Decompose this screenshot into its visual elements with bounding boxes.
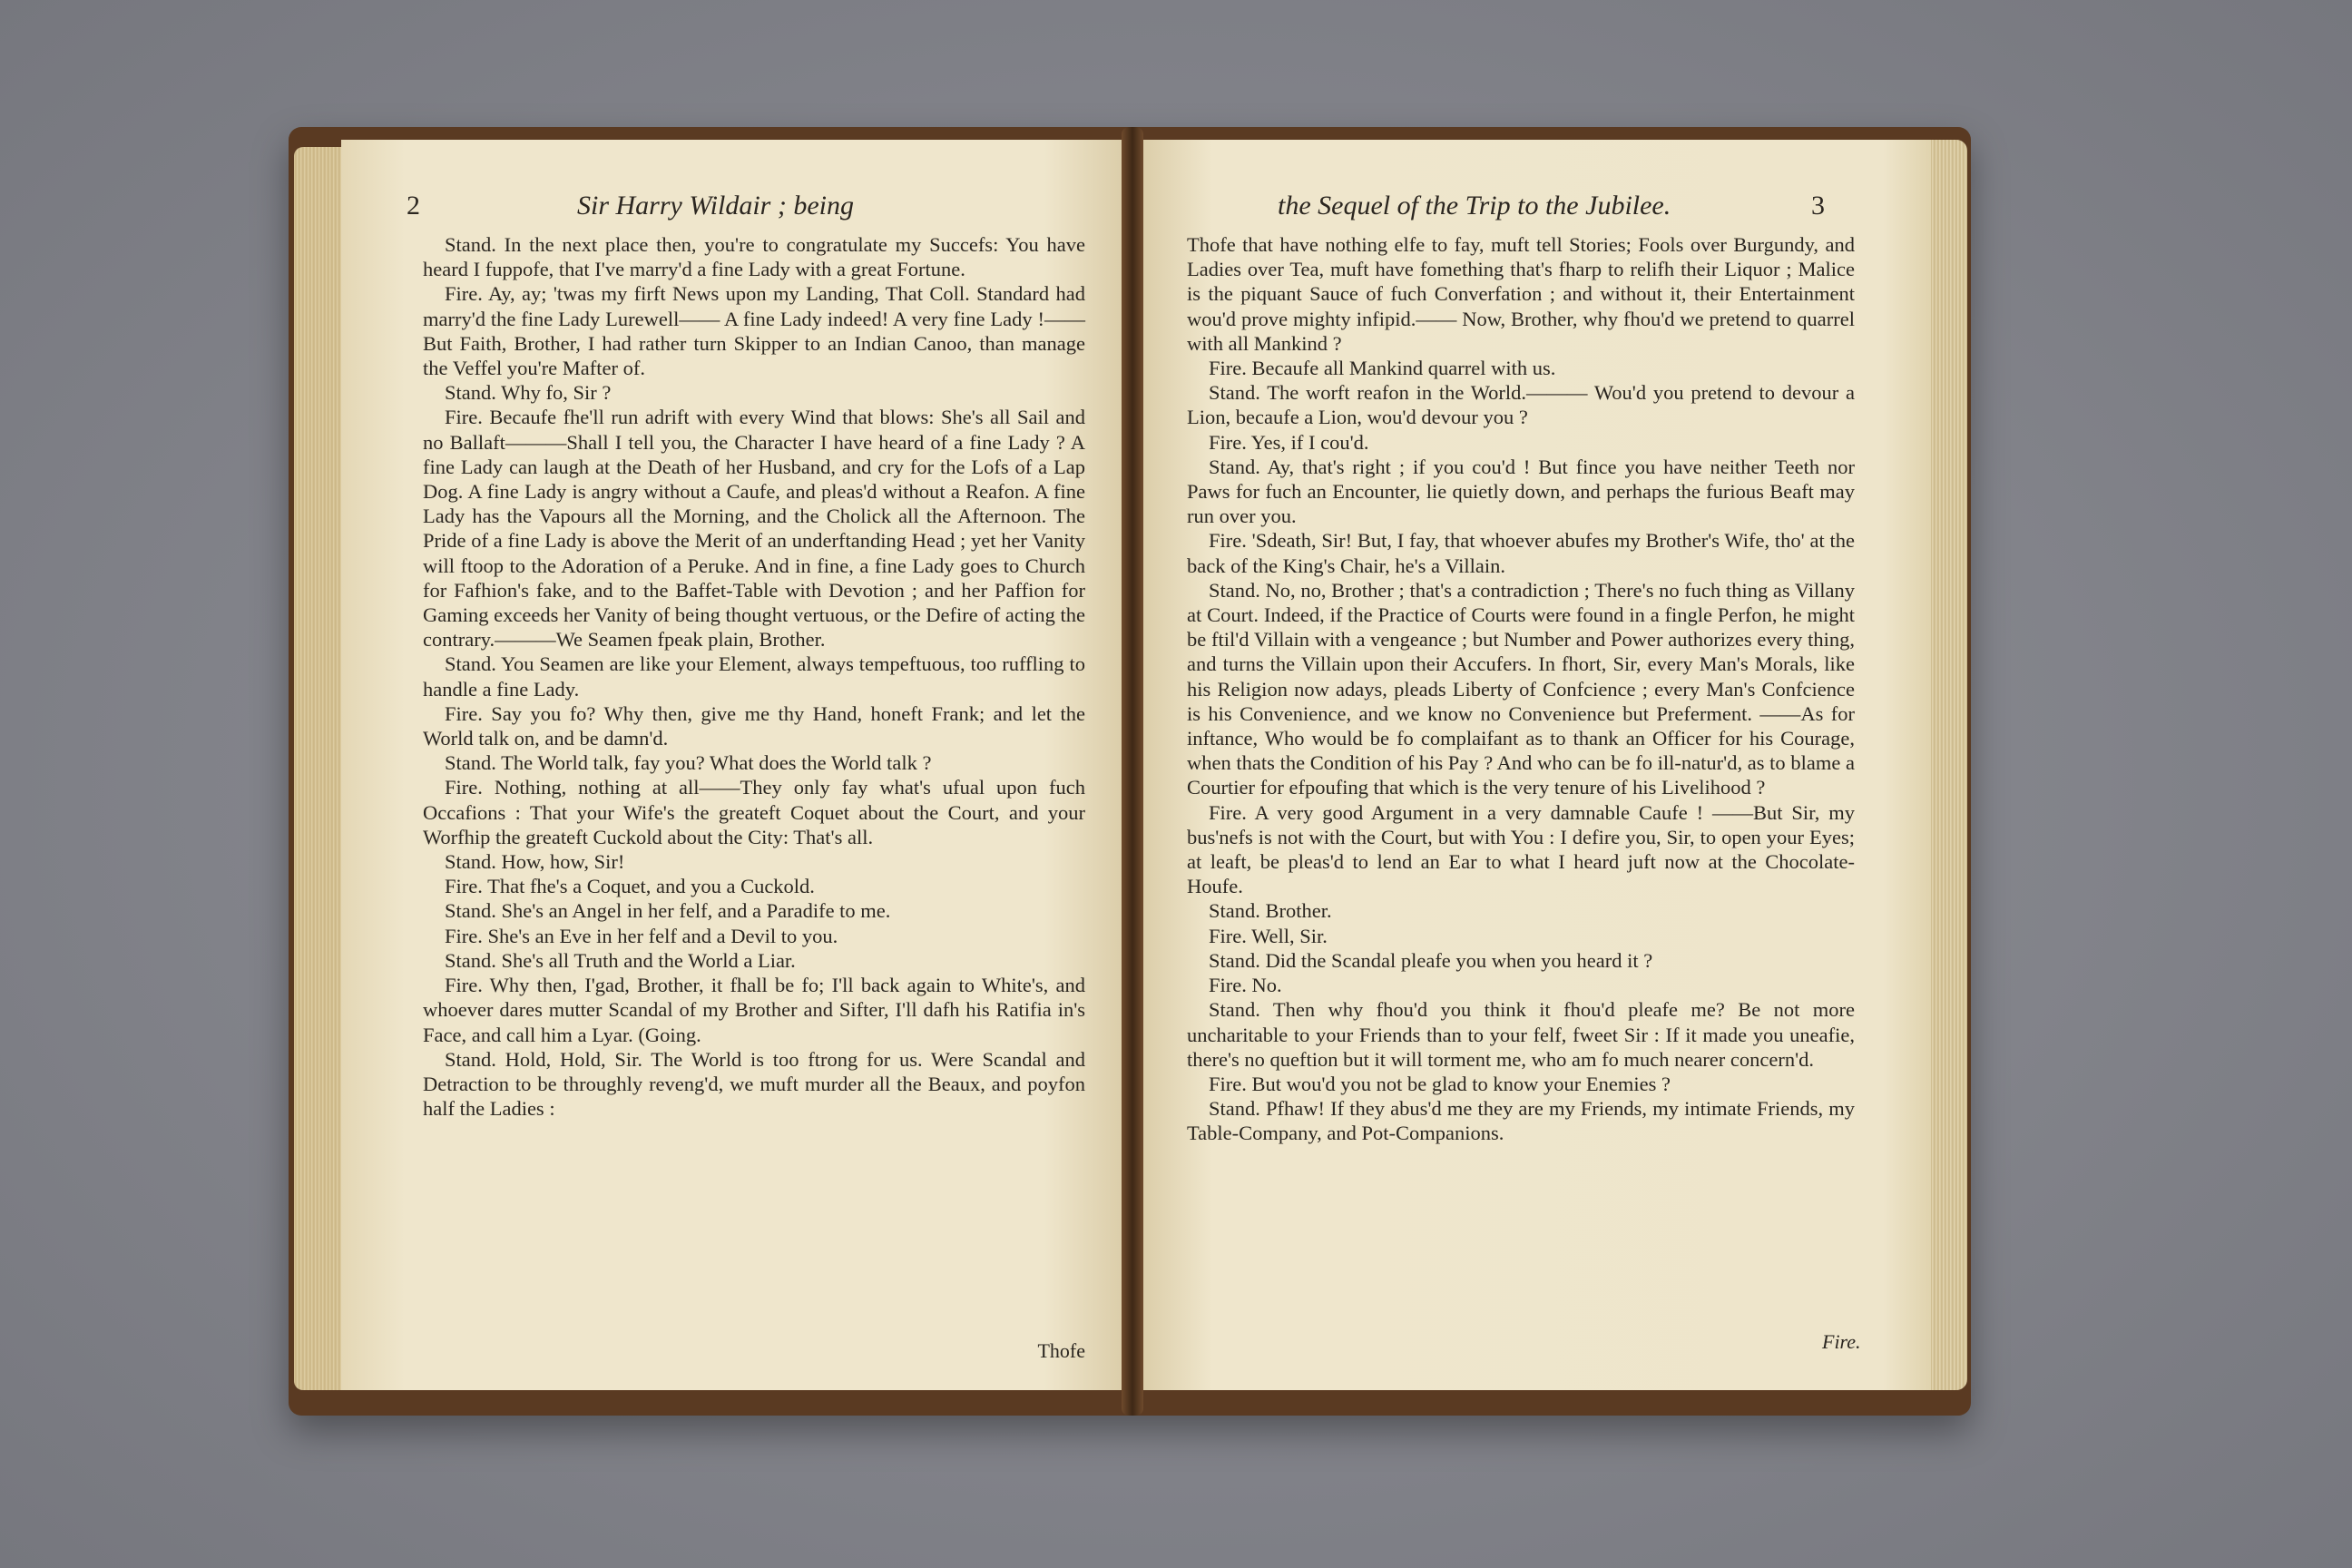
left-running-head: Sir Harry Wildair ; being xyxy=(577,191,854,220)
paragraph: Fire. Say you fo? Why then, give me thy Hand, honeft Frank; and let the World talk on, and be damn'd. xyxy=(423,701,1085,750)
paragraph: Fire. Why then, I'gad, Brother, it fhall be fo; I'll back again to White's, and whoever dares mutter Scandal of my Brother and Sifter, I'll dafh his Ratifia in's Face, and call him a Lyar. (Going. xyxy=(423,974,1085,1046)
paragraph: Stand. Brother. xyxy=(1209,899,1332,923)
right-page-text xyxy=(1187,232,1855,1146)
paragraph: Stand. You Seamen are like your Element, always tempeftuous, too ruffling to handle a fine Lady. xyxy=(423,652,1085,701)
right-page-header xyxy=(1132,191,1931,227)
paragraph: Fire. No. xyxy=(1209,974,1282,997)
paragraph: Stand. In the next place then, you're to congratulate my Succefs: You have heard I fuppofe, that I've marry'd a fine Lady with a great Fortune. xyxy=(423,233,1085,281)
paragraph: Stand. She's all Truth and the World a Liar. xyxy=(445,948,796,972)
left-page xyxy=(341,140,1140,1390)
paragraph: Stand. Ay, that's right ; if you cou'd ! But fince you have neither Teeth nor Paws for fuch an Encounter, lie quietly down, and perhaps the furious Beaft may run over you. xyxy=(1187,455,1855,528)
paragraph: Stand. The worft reafon in the World.——— Wou'd you pretend to devour a Lion, becaufe a Lion, wou'd devour you ? xyxy=(1187,381,1855,429)
paragraph: Stand. How, how, Sir! xyxy=(445,850,625,874)
left-page-header xyxy=(341,191,1140,227)
paragraph: Fire. Well, Sir. xyxy=(1209,924,1328,947)
paragraph: Fire. She's an Eve in her felf and a Devil to you. xyxy=(445,924,838,947)
paragraph: Stand. Then why fhou'd you think it fhou'd pleafe me? Be not more uncharitable to your Friends than to your felf, fweet Sir : If it made you uneafie, there's no queftion but it will torment me, who am fo much nearer concern'd. xyxy=(1187,998,1855,1071)
left-page-text xyxy=(423,232,1085,1121)
paragraph: Fire. Becaufe all Mankind quarrel with us. xyxy=(1209,357,1556,380)
paragraph: Stand. Hold, Hold, Sir. The World is too ftrong for us. Were Scandal and Detraction to be throughly reveng'd, we muft murder all the Beaux, and poyfon half the Ladies : xyxy=(423,1047,1085,1121)
paragraph: Stand. Pfhaw! If they abus'd me they are my Friends, my intimate Friends, my Table-Company, and Pot-Companions. xyxy=(1187,1097,1855,1145)
right-page xyxy=(1132,140,1931,1390)
paragraph: Stand. She's an Angel in her felf, and a Paradife to me. xyxy=(445,899,891,923)
paragraph: Fire. Ay, ay; 'twas my firft News upon my Landing, That Coll. Standard had marry'd the fine Lady Lurewell—— A fine Lady indeed! A very fine Lady !——But Faith, Brother, I had rather turn Skipper to an Indian Canoo, than manage the Veffel you're Mafter of. xyxy=(423,282,1085,380)
book-spine-gutter xyxy=(1122,127,1143,1416)
paragraph: Fire. That fhe's a Coquet, and you a Cuckold. xyxy=(445,875,815,898)
paragraph: Fire. Nothing, nothing at all——They only fay what's ufual upon fuch Occafions : That your Wife's the greateft Coquet about the Court, and your Worfhip the greateft Cuckold about the City: That's all. xyxy=(423,776,1085,848)
paragraph: Fire. A very good Argument in a very damnable Caufe ! ——But Sir, my bus'nefs is not with the Court, but with You : I defire you, Sir, to open your Eyes; at leaft, be pleas'd to lend an Ear to what I heard juft now at the Chocolate-Houfe. xyxy=(1187,800,1855,898)
left-page-number: 2 xyxy=(407,191,420,220)
paragraph: Stand. The World talk, fay you? What does the World talk ? xyxy=(445,751,932,775)
open-book xyxy=(289,127,1971,1416)
paragraph: Thofe that have nothing elfe to fay, muft tell Stories; Fools over Burgundy, and Ladies over Tea, muft have fomething that's fharp to relifh their Liquor ; Malice is the piquant Sauce of fuch Converfation ; and without it, their Entertainment wou'd prove mighty infipid.—— Now, Brother, why fhou'd we pretend to quarrel with all Mankind ? xyxy=(1187,233,1855,355)
paragraph: Stand. Did the Scandal pleafe you when you heard it ? xyxy=(1209,948,1653,972)
right-page-number: 3 xyxy=(1811,191,1825,220)
paragraph: Fire. Yes, if I cou'd. xyxy=(1209,430,1369,454)
left-catchword: Thofe xyxy=(1037,1339,1085,1362)
paragraph: Stand. Why fo, Sir ? xyxy=(445,381,612,405)
paragraph: Fire. 'Sdeath, Sir! But, I fay, that whoever abufes my Brother's Wife, tho' at the back of the King's Chair, he's a Villain. xyxy=(1187,529,1855,577)
paragraph: Fire. But wou'd you not be glad to know your Enemies ? xyxy=(1209,1072,1671,1095)
left-page-edges xyxy=(294,147,347,1390)
paragraph: Stand. No, no, Brother ; that's a contradiction ; There's no fuch thing as Villany at Court. Indeed, if the Practice of Courts were found in a fingle Perfon, he might be ftil'd Villain with a vengeance ; but Number and Power authorizes every thing, and turns the Villain upon their Accufers. In fhort, Sir, every Man's Morals, like his Religion now adays, pleads Liberty of Confcience ; every Man's Confcience is his Convenience, and we know no Convenience but Preferment. ——As for inftance, Who would be fo complaifant as to thank an Officer for his Courage, when thats the Condition of his Pay ? And who can be fo ill-natur'd, as to blame a Courtier for efpoufing that which is the very tenure of his Livelihood ? xyxy=(1187,578,1855,799)
right-running-head: the Sequel of the Trip to the Jubilee. xyxy=(1278,191,1671,220)
right-catchword: Fire. xyxy=(1822,1330,1861,1353)
paragraph: Fire. Becaufe fhe'll run adrift with every Wind that blows: She's all Sail and no Ballaft———Shall I tell you, the Character I have heard of a fine Lady ? A fine Lady can laugh at the Death of her Husband, and cry for the Lofs of a Lap Dog. A fine Lady is angry without a Caufe, and pleas'd without a Reafon. A fine Lady has the Vapours all the Morning, and the Cholick all the Afternoon. The Pride of a fine Lady is above the Merit of an underftanding Head ; yet her Vanity will ftoop to the Adoration of a Peruke. And in fine, a fine Lady goes to Church for Fafhion's fake, and to the Baffet-Table with Devotion ; and her Paffion for Gaming exceeds her Vanity of being thought vertuous, or the Defire of acting the contrary.———We Seamen fpeak plain, Brother. xyxy=(423,406,1085,652)
